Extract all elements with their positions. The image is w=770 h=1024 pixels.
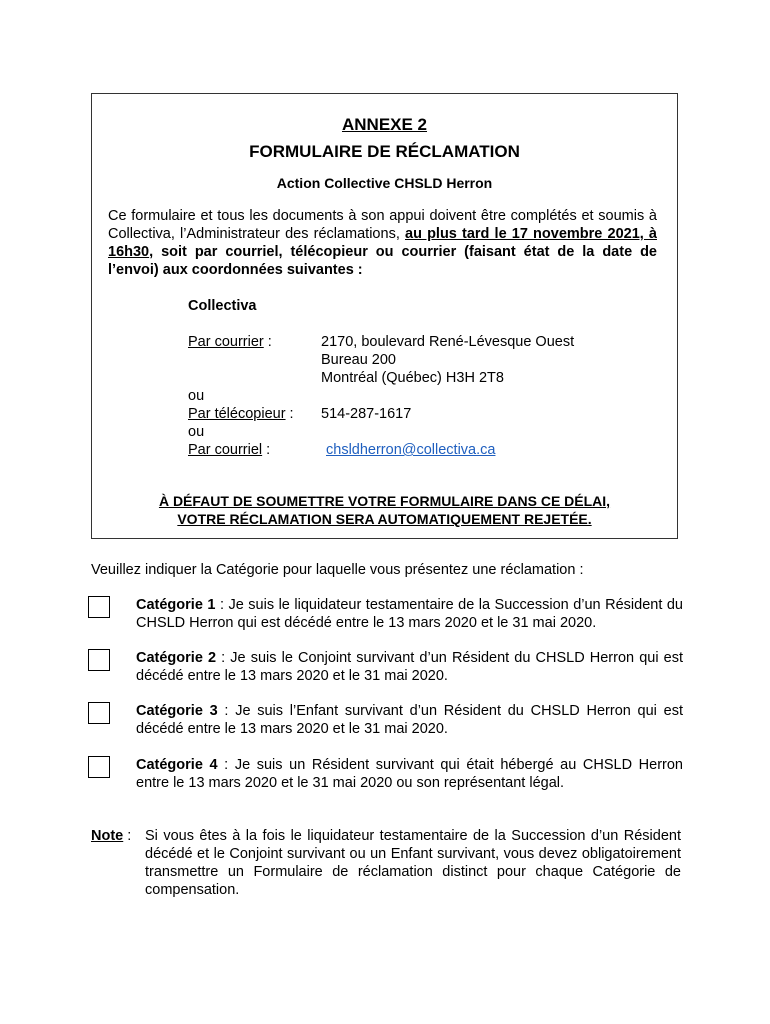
category-2-text: : Je suis le Conjoint survivant d’un Résident du CHSLD Herron qui est décédé entre le 13 mars 2020 et le 31 mai 2020. bbox=[136, 650, 683, 684]
intro-paragraph bbox=[108, 207, 657, 279]
form-title: FORMULAIRE DE RÉCLAMATION bbox=[249, 142, 520, 161]
or-separator-1: ou bbox=[188, 388, 205, 404]
mail-address bbox=[321, 333, 574, 387]
organization-name: Collectiva bbox=[188, 298, 257, 314]
claim-info-box bbox=[91, 93, 678, 539]
fax-number: 514-287-1617 bbox=[321, 406, 412, 422]
or-separator-2: ou bbox=[188, 424, 205, 440]
note-text: Si vous êtes à la fois le liquidateur testamentaire de la Succession d’un Résident décédé et le Conjoint survivant ou un Enfant survivant, vous devez obligatoirement transmettre un Formulaire de réclamation distinct pour chaque Catégorie de compensation. bbox=[145, 828, 681, 898]
category-1-label: Catégorie 1 bbox=[136, 597, 216, 613]
email-colon: : bbox=[262, 442, 271, 458]
warning-line-1: À DÉFAUT DE SOUMETTRE VOTRE FORMULAIRE DANS CE DÉLAI, bbox=[158, 493, 611, 509]
category-1-checkbox[interactable] bbox=[88, 596, 110, 618]
fax-colon: : bbox=[285, 406, 294, 422]
fax-row bbox=[188, 405, 412, 423]
deadline-text: au plus tard le 17 novembre 2021, à 16h30 bbox=[108, 226, 657, 260]
address-line-3: Montréal (Québec) H3H 2T8 bbox=[321, 370, 504, 386]
mail-label: Par courrier bbox=[188, 334, 264, 350]
address-line-2: Bureau 200 bbox=[321, 352, 396, 368]
category-1-text: : Je suis le liquidateur testamentaire de la Succession d’un Résident du CHSLD Herron qui est décédé entre le 13 mars 2020 et le 31 mai 2020. bbox=[136, 597, 683, 631]
email-link[interactable]: chsldherron@collectiva.ca bbox=[326, 442, 496, 458]
category-question: Veuillez indiquer la Catégorie pour laquelle vous présentez une réclamation : bbox=[91, 562, 584, 578]
category-4-label: Catégorie 4 bbox=[136, 757, 218, 773]
intro-text-after: , soit par courriel, télécopieur ou courrier (faisant état de la date de l’envoi) aux coordonnées suivantes : bbox=[108, 244, 657, 278]
mail-colon: : bbox=[263, 334, 272, 350]
fax-label: Par télécopieur bbox=[188, 406, 286, 422]
email-row bbox=[188, 441, 496, 459]
form-subtitle: Action Collective CHSLD Herron bbox=[276, 175, 493, 191]
category-4-text: : Je suis un Résident survivant qui était hébergé au CHSLD Herron entre le 13 mars 2020 et le 31 mai 2020 ou son représentant légal. bbox=[136, 757, 683, 791]
intro-text-before: Ce formulaire et tous les documents à son appui doivent être complétés et soumis à Collectiva, l’Administrateur des réclamations, bbox=[108, 208, 657, 242]
category-2-checkbox[interactable] bbox=[88, 649, 110, 671]
note-colon: : bbox=[123, 828, 132, 844]
address-line-1: 2170, boulevard René-Lévesque Ouest bbox=[321, 334, 575, 350]
email-label: Par courriel bbox=[188, 442, 263, 458]
category-3-label: Catégorie 3 bbox=[136, 703, 218, 719]
category-2-label: Catégorie 2 bbox=[136, 650, 217, 666]
deadline-warning bbox=[92, 492, 677, 528]
category-3-checkbox[interactable] bbox=[88, 702, 110, 724]
mail-row bbox=[188, 333, 575, 386]
category-4-checkbox[interactable] bbox=[88, 756, 110, 778]
warning-line-2: VOTRE RÉCLAMATION SERA AUTOMATIQUEMENT REJETÉE. bbox=[177, 511, 592, 527]
note-label: Note bbox=[91, 828, 124, 844]
annex-heading: ANNEXE 2 bbox=[341, 115, 428, 134]
category-3-text: : Je suis l’Enfant survivant d’un Résident du CHSLD Herron qui est décédé entre le 13 mars 2020 et le 31 mai 2020. bbox=[136, 703, 683, 737]
